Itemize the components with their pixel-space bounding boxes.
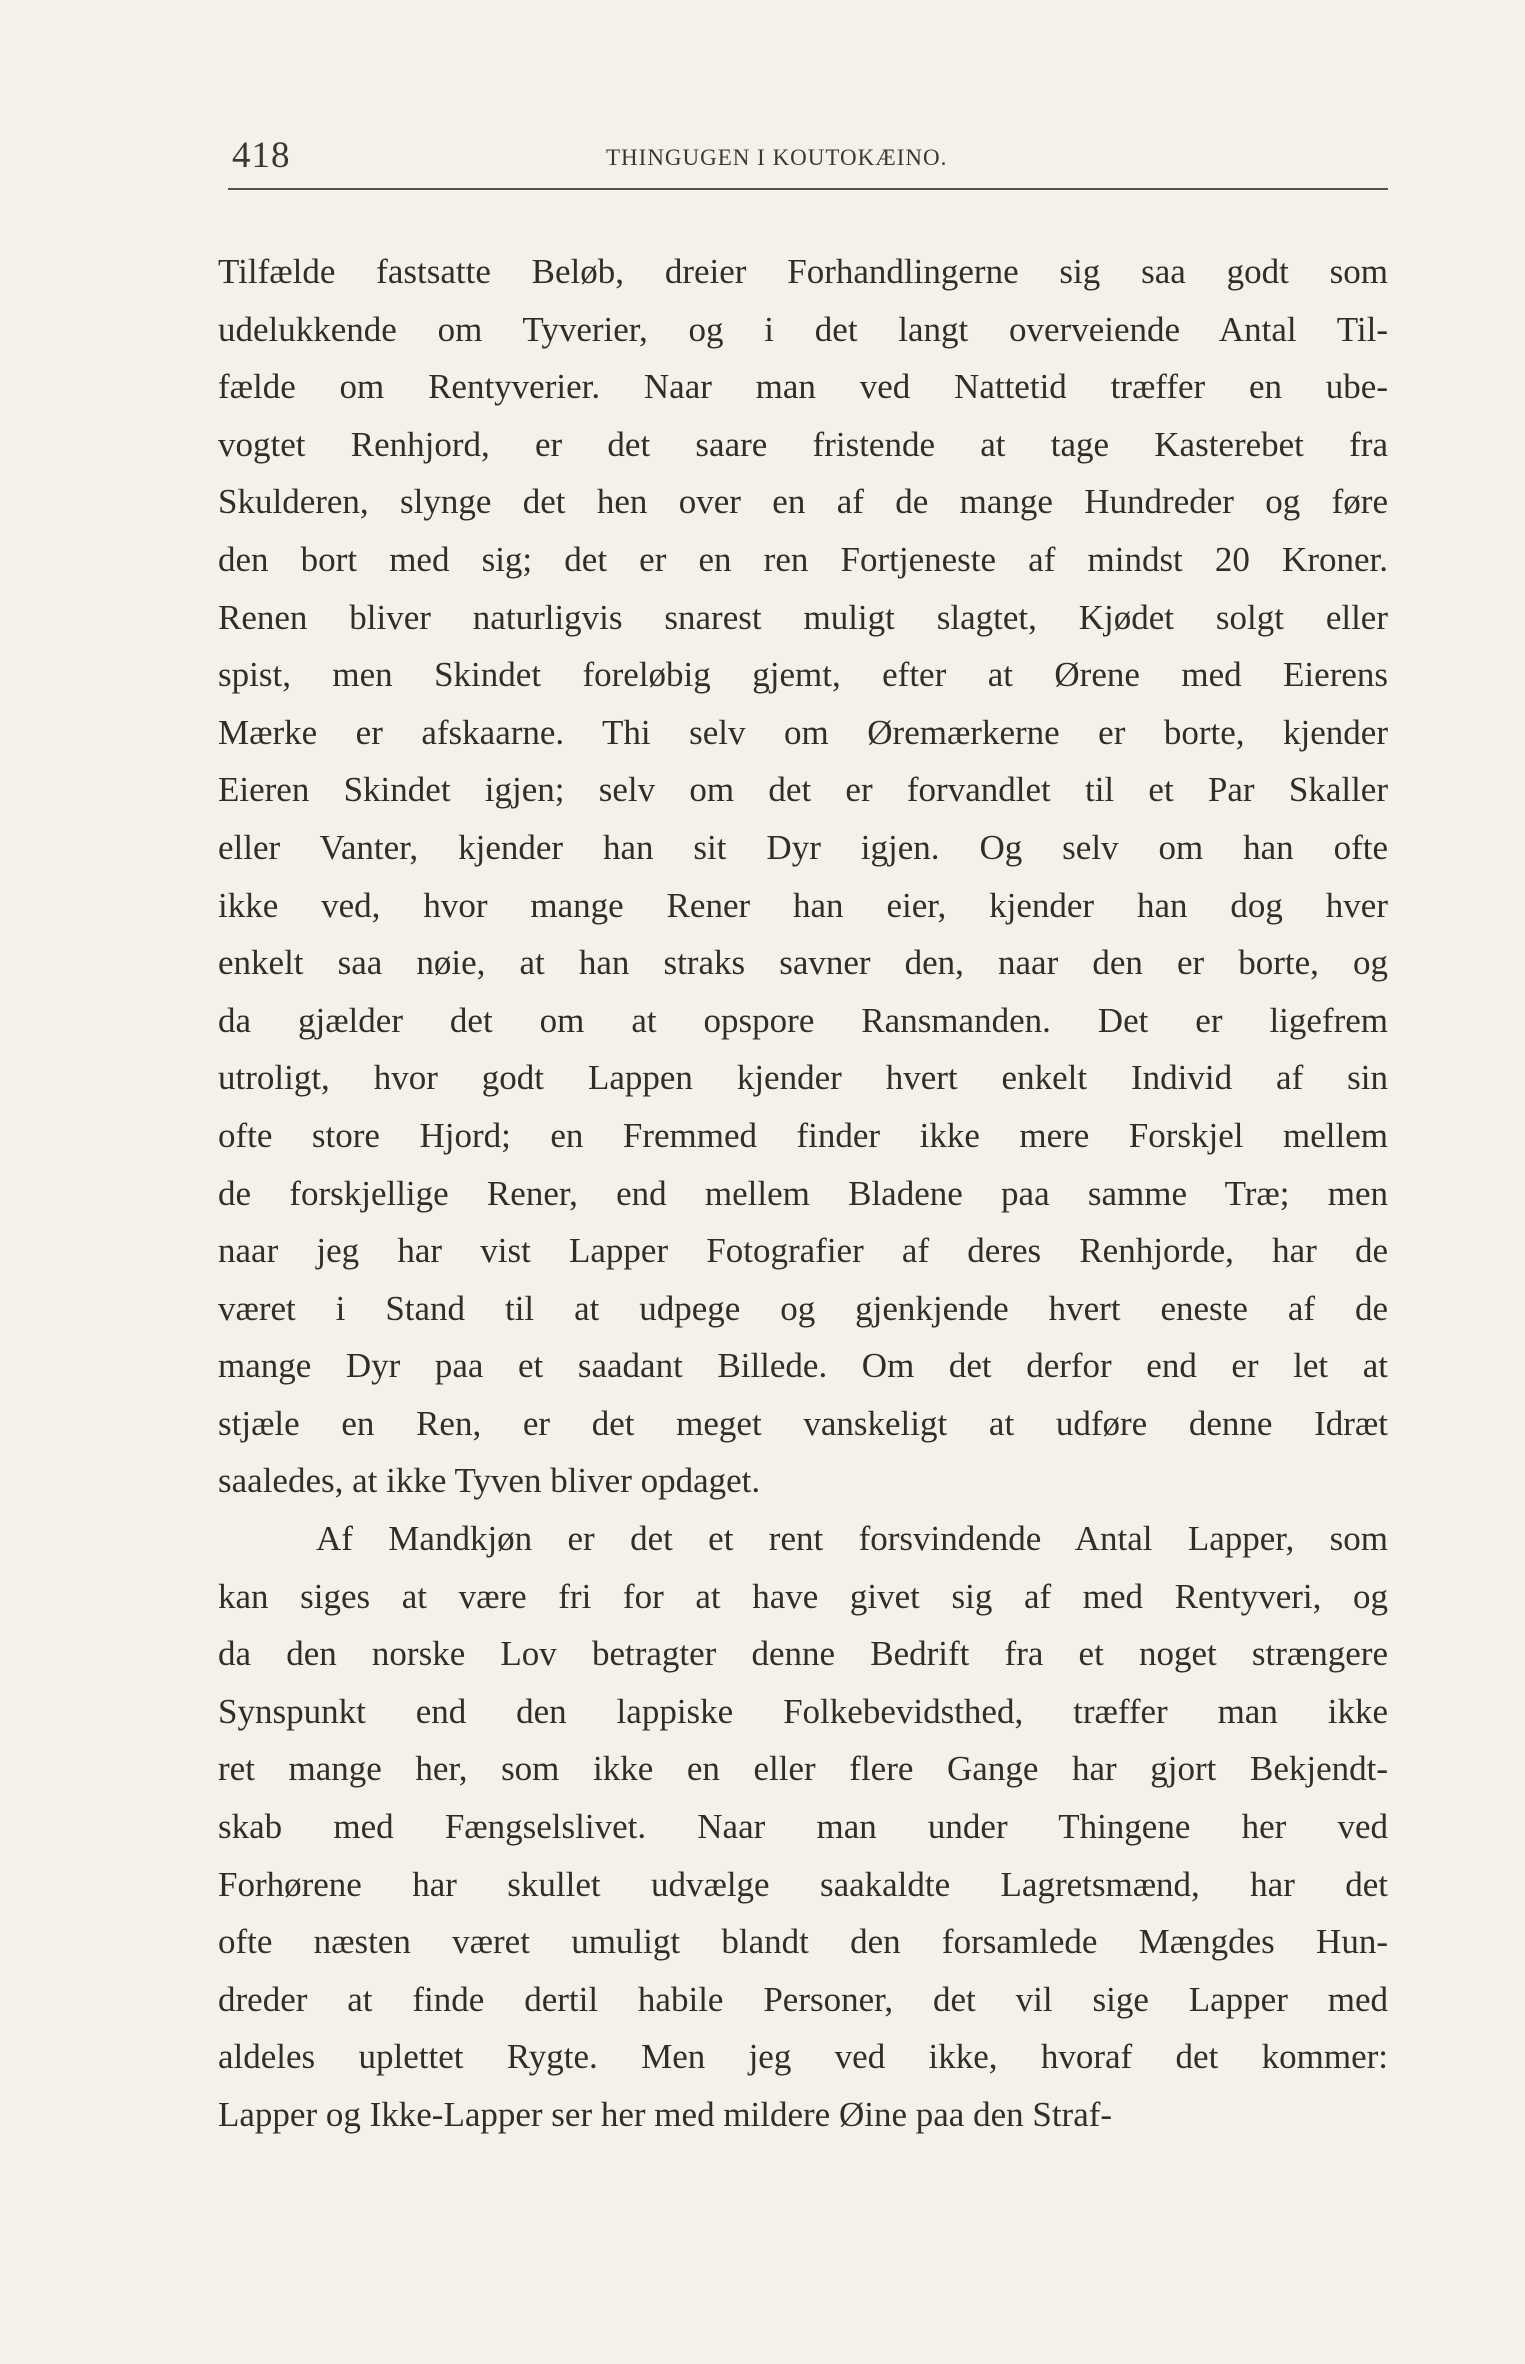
text-line: spist, men Skindet foreløbig gjemt, efter at Ørene med Eierens xyxy=(218,655,1388,695)
text-line: de forskjellige Rener, end mellem Bladene paa samme Træ; men xyxy=(218,1173,1388,1213)
text-line: enkelt saa nøie, at han straks savner den, naar den er borte, og xyxy=(218,943,1388,983)
body-text xyxy=(218,243,1388,2144)
text-line: stjæle en Ren, er det meget vanskeligt at udføre denne Idræt xyxy=(218,1403,1388,1443)
text-line: Synspunkt end den lappiske Folkebevidsthed, træffer man ikke xyxy=(218,1691,1388,1731)
text-line: dreder at finde dertil habile Personer, det vil sige Lapper med xyxy=(218,1979,1388,2019)
text-line: mange Dyr paa et saadant Billede. Om det derfor end er let at xyxy=(218,1346,1388,1386)
text-line: Mærke er afskaarne. Thi selv om Øremærkerne er borte, kjender xyxy=(218,712,1388,752)
text-line: utroligt, hvor godt Lappen kjender hvert enkelt Individ af sin xyxy=(218,1058,1388,1098)
page-number: 418 xyxy=(232,135,291,176)
text-line: vogtet Renhjord, er det saare fristende at tage Kasterebet fra xyxy=(218,424,1388,464)
header-rule xyxy=(228,188,1388,190)
text-line: Eieren Skindet igjen; selv om det er forvandlet til et Par Skaller xyxy=(218,770,1388,810)
text-line: Tilfælde fastsatte Beløb, dreier Forhandlingerne sig saa godt som xyxy=(218,252,1388,291)
running-head xyxy=(228,126,1388,186)
text-line: saaledes, at ikke Tyven bliver opdaget. xyxy=(218,1461,761,1501)
text-line: Af Mandkjøn er det et rent forsvindende Antal Lapper, som xyxy=(316,1519,1388,1559)
text-line: Forhørene har skullet udvælge saakaldte Lagretsmænd, har det xyxy=(218,1864,1388,1904)
paragraph xyxy=(218,1510,1388,2144)
text-line: skab med Fængselslivet. Naar man under Thingene her ved xyxy=(218,1807,1388,1847)
text-line: aldeles uplettet Rygte. Men jeg ved ikke, hvoraf det kommer: xyxy=(218,2037,1388,2077)
text-line: Skulderen, slynge det hen over en af de mange Hundreder og føre xyxy=(218,482,1388,522)
text-line: da gjælder det om at opspore Ransmanden. Det er ligefrem xyxy=(218,1000,1388,1040)
text-line: eller Vanter, kjender han sit Dyr igjen. Og selv om han ofte xyxy=(218,827,1388,867)
text-line: ofte næsten været umuligt blandt den forsamlede Mængdes Hun- xyxy=(218,1922,1388,1962)
text-line: udelukkende om Tyverier, og i det langt overveiende Antal Til- xyxy=(218,309,1388,349)
text-line: Lapper og Ikke-Lapper ser her med mildere Øine paa den Straf- xyxy=(218,2095,1113,2134)
text-line: naar jeg har vist Lapper Fotografier af deres Renhjorde, har de xyxy=(218,1231,1388,1271)
text-line: ret mange her, som ikke en eller flere Gange har gjort Bekjendt- xyxy=(218,1749,1388,1789)
text-line: fælde om Rentyverier. Naar man ved Nattetid træffer en ube- xyxy=(218,367,1388,407)
text-line: Renen bliver naturligvis snarest muligt slagtet, Kjødet solgt eller xyxy=(218,597,1388,637)
text-line: været i Stand til at udpege og gjenkjende hvert eneste af de xyxy=(218,1288,1388,1328)
text-line: kan siges at være fri for at have givet sig af med Rentyveri, og xyxy=(218,1576,1388,1616)
text-line: den bort med sig; det er en ren Fortjeneste af mindst 20 Kroner. xyxy=(218,539,1388,579)
text-line: ofte store Hjord; en Fremmed finder ikke mere Forskjel mellem xyxy=(218,1115,1388,1155)
text-line: da den norske Lov betragter denne Bedrift fra et noget strængere xyxy=(218,1634,1388,1674)
paragraph xyxy=(218,243,1388,1510)
text-line: ikke ved, hvor mange Rener han eier, kjender han dog hver xyxy=(218,885,1388,925)
running-title: THINGUGEN I KOUTOKÆINO. xyxy=(606,145,948,170)
